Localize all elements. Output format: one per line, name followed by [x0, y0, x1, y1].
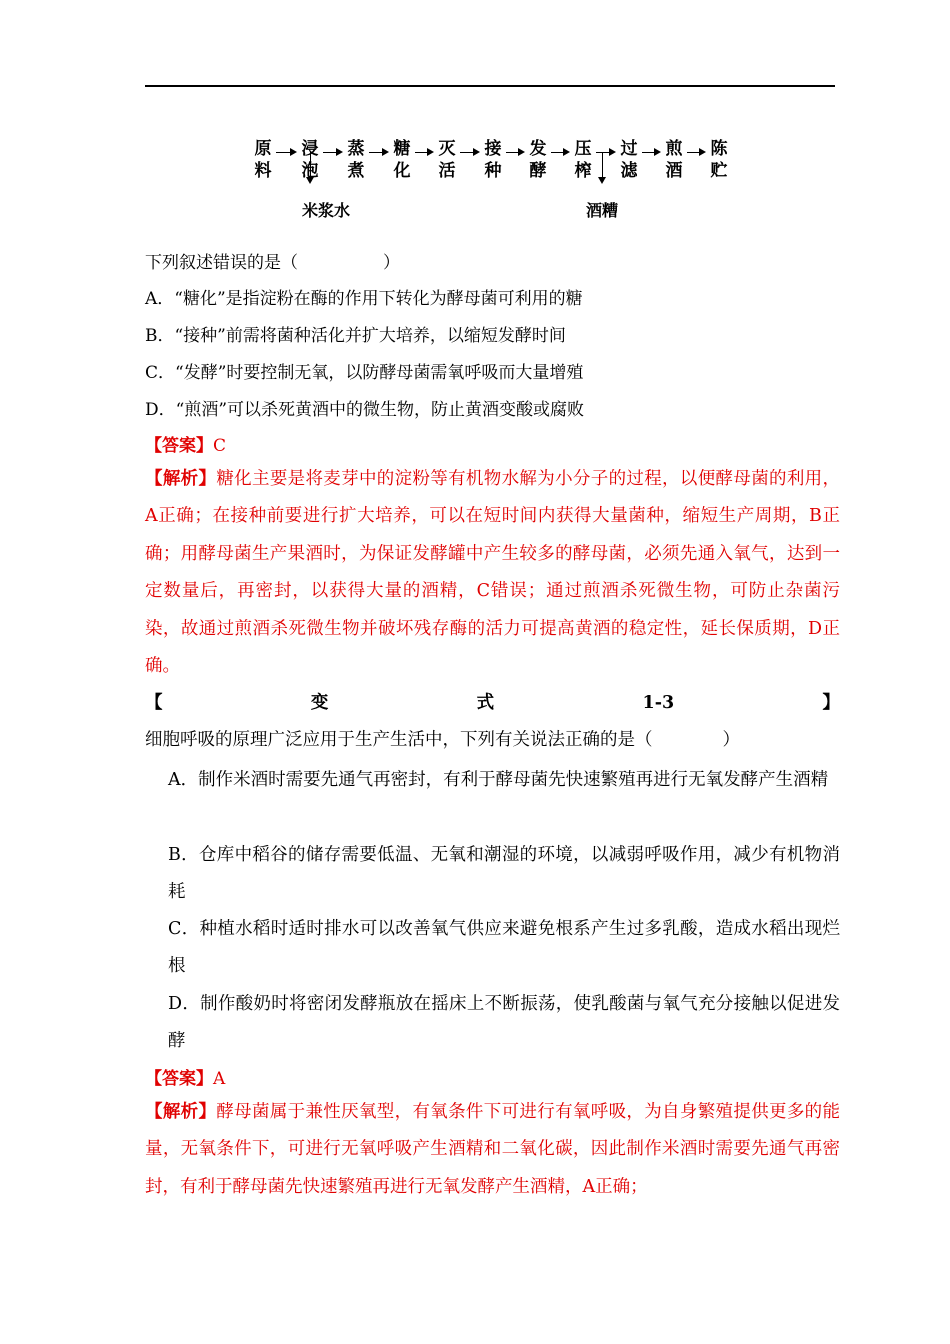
flow-arrow	[460, 152, 478, 153]
flow-node-press: 压 榨	[574, 139, 592, 181]
variant-label: 【变式1-3】	[145, 693, 840, 713]
flow-node-saccharify: 糖 化	[393, 139, 411, 181]
option-d: D．“煎酒”可以杀死黄酒中的微生物，防止黄酒变酸或腐败	[145, 400, 585, 420]
variant-option-d: D．制作酸奶时将密闭发酵瓶放在摇床上不断振荡，使乳酸菌与氧气充分接触以促进发酵	[168, 994, 840, 1052]
variant-option-b: B．仓库中稻谷的储存需要低温、无氧和潮湿的环境，以减弱呼吸作用，减少有机物消耗	[168, 845, 840, 903]
flow-node-raw-material: 原 料	[254, 139, 272, 181]
variant-answer	[145, 1067, 225, 1091]
flow-node-boil-wine: 煎 酒	[665, 139, 683, 181]
flow-node-inactivate: 灭 活	[438, 139, 456, 181]
flow-node-age: 陈 贮	[710, 139, 728, 181]
flow-branch-arrow	[310, 152, 311, 182]
flow-arrow	[415, 152, 432, 153]
variant-stem-text: 细胞呼吸的原理广泛应用于生产生活中，下列有关说法正确的是（ ）	[145, 730, 740, 751]
flow-arrow	[276, 152, 295, 153]
flow-arrow	[551, 152, 568, 153]
flow-arrow	[369, 152, 387, 153]
process-flow-diagram	[250, 138, 740, 228]
variant-option-a: A．制作米酒时需要先通气再密封，有利于酵母菌先快速繁殖再进行无氧发酵产生酒精	[168, 770, 829, 790]
variant-question-stem	[145, 685, 840, 760]
header-rule	[145, 85, 835, 87]
variant-analysis-paragraph	[145, 1094, 840, 1206]
option-c: C．“发酵”时要控制无氧，以防酵母菌需氧呼吸而大量增殖	[145, 363, 584, 383]
answer-label: 【答案】	[145, 436, 213, 456]
flow-node-inoculate: 接 种	[484, 139, 502, 181]
analysis-text: 糖化主要是将麦芽中的淀粉等有机物水解为小分子的过程，以便酵母菌的利用，A正确；在接种前要进行扩大培养，可以在短时间内获得大量菌种，缩短生产周期，B正确；用酵母菌生产果酒时，为保证发酵罐中产生较多的酵母菌，必须先通入氧气，达到一定数量后，再密封，以获得大量的酒精，C错误；通过煎酒杀死微生物，可防止杂菌污染，故通过煎酒杀死微生物并破坏残存酶的活力可提高黄酒的稳定性，延长保质期，D正确。	[145, 469, 841, 677]
variant-option-c: C．种植水稻时适时排水可以改善氧气供应来避免根系产生过多乳酸，造成水稻出现烂根	[168, 919, 840, 977]
flow-arrow	[687, 152, 704, 153]
flow-branch-arrow	[602, 152, 603, 182]
flow-arrow	[506, 152, 523, 153]
question-stem: 下列叙述错误的是（ ）	[145, 253, 400, 273]
byproduct-rice-water: 米浆水	[302, 201, 351, 220]
flow-arrow	[323, 152, 341, 153]
byproduct-distillers-grains: 酒糟	[586, 201, 619, 220]
option-b: B．“接种”前需将菌种活化并扩大培养，以缩短发酵时间	[145, 326, 566, 346]
flow-arrow	[596, 152, 614, 153]
flow-arrow	[642, 152, 659, 153]
variant-analysis-label: 【解析】	[145, 1102, 217, 1122]
variant-analysis-text: 酵母菌属于兼性厌氧型，有氧条件下可进行有氧呼吸，为自身繁殖提供更多的能量，无氧条件下，可进行无氧呼吸产生酒精和二氧化碳，因此制作米酒时需要先通气再密封，有利于酵母菌先快速繁殖再进行无氧发酵产生酒精，A正确；	[145, 1102, 841, 1197]
variant-answer-value: A	[213, 1069, 226, 1089]
answer	[145, 434, 226, 458]
flow-node-filter: 过 滤	[620, 139, 638, 181]
analysis-paragraph	[145, 461, 840, 685]
answer-value: C	[213, 436, 227, 456]
analysis-label: 【解析】	[145, 469, 217, 489]
variant-answer-label: 【答案】	[145, 1069, 213, 1089]
flow-node-soak: 浸 泡	[301, 139, 319, 181]
flow-node-steam: 蒸 煮	[347, 139, 365, 181]
flow-node-ferment: 发 酵	[529, 139, 547, 181]
option-a: A．“糖化”是指淀粉在酶的作用下转化为酵母菌可利用的糖	[145, 289, 583, 309]
